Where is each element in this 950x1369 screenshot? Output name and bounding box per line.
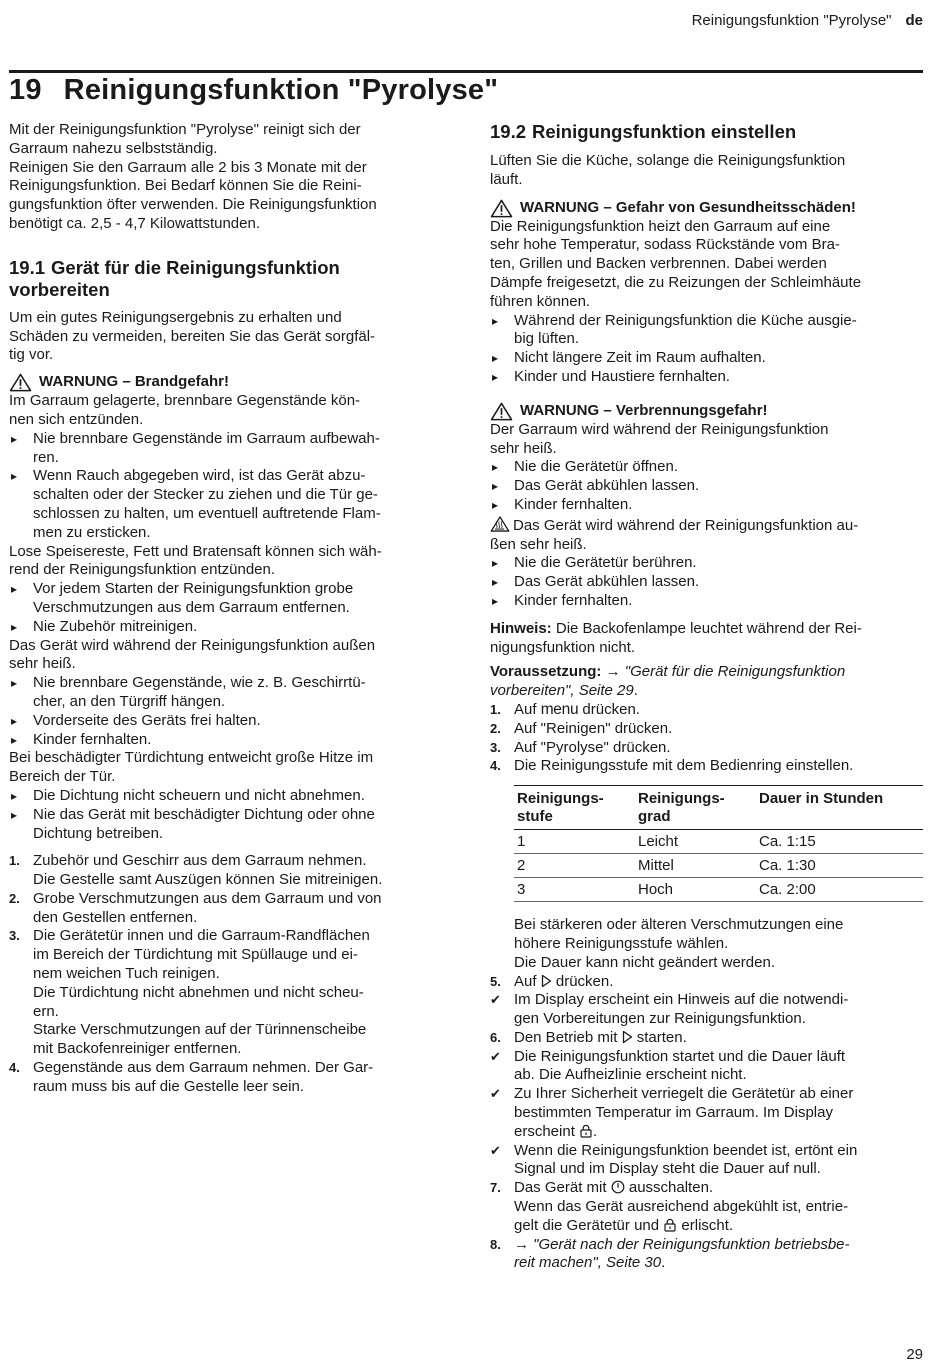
power-icon	[611, 1180, 625, 1194]
warning-text: Die Reinigungsfunktion heizt den Garraum auf eine sehr hohe Temperatur, sodass Rückstände vom Bra- ten, Grillen und Backen verbrennen. Dabei werden Dämpfe freigesetzt, die zu Reizungen der Schleimhäute führen können.	[490, 217, 862, 310]
section-heading-19-1: 19.1 Gerät für die Reinigungsfunktion vorbereiten	[9, 256, 340, 300]
setting-steps-continued	[490, 973, 923, 992]
lock-icon	[663, 1218, 677, 1232]
table-row: 3 Hoch Ca. 2:00	[514, 878, 923, 902]
list-item: ▸ Kinder fernhalten.	[490, 496, 923, 515]
list-item: ▸ Nie Zubehör mitreinigen.	[9, 618, 445, 637]
warning-list	[9, 674, 445, 749]
step-item: 6. Den Betrieb mit starten.	[490, 1028, 687, 1046]
result-item: ✔ Wenn die Reinigungsfunktion beendet ist, ertönt ein Signal und im Display steht die Dauer auf null.	[490, 1141, 858, 1178]
menu-key: menu	[540, 700, 579, 718]
warning-list	[9, 580, 445, 636]
step-item: 1. Zubehör und Geschirr aus dem Garraum nehmen. Die Gestelle samt Auszügen können Sie mitreinigen.	[9, 852, 383, 889]
table-header-cell: Reinigungs- stufe	[514, 786, 635, 830]
start-play-icon	[541, 974, 552, 988]
chapter-title-text: Reinigungsfunktion "Pyrolyse"	[63, 74, 499, 106]
setting-steps	[490, 701, 923, 776]
warning-health-title: WARNUNG – Gefahr von Gesundheitsschäden!	[490, 199, 923, 218]
warning-text: Der Garraum wird während der Reinigungsfunktion sehr heiß.	[490, 420, 829, 457]
checkmark-icon: ✔	[490, 1048, 501, 1064]
list-item: ▸ Vorderseite des Geräts frei halten.	[9, 712, 445, 731]
list-item: ▸ Während der Reinigungsfunktion die Küche ausgie- big lüften.	[490, 312, 923, 350]
list-item: ▸ Nie brennbare Gegenstände im Garraum aufbewah- ren.	[9, 430, 445, 468]
table-header-cell: Dauer in Stunden	[756, 786, 923, 830]
right-column	[490, 121, 923, 1273]
checkmark-icon: ✔	[490, 992, 501, 1008]
running-header	[692, 12, 923, 29]
table-header-row	[514, 786, 923, 830]
list-item: ▸ Nie das Gerät mit beschädigter Dichtung oder ohne Dichtung betreiben.	[9, 806, 445, 844]
result-item: ✔ Zu Ihrer Sicherheit verriegelt die Gerätetür ab einer bestimmten Temperatur im Garraum. Im Display erscheint .	[490, 1085, 854, 1140]
list-item: ▸ Das Gerät abkühlen lassen.	[490, 477, 923, 496]
table-row: 1 Leicht Ca. 1:15	[514, 830, 923, 854]
warning-burn-title: WARNUNG – Verbrennungsgefahr!	[490, 402, 923, 421]
preparation-steps	[9, 852, 445, 1096]
list-item: ▸ Die Dichtung nicht scheuern und nicht abnehmen.	[9, 787, 445, 806]
setting-steps-continued	[490, 1179, 923, 1273]
table-row: 2 Mittel Ca. 1:30	[514, 854, 923, 878]
section-heading-19-2: 19.2 Reinigungsfunktion einstellen	[490, 121, 797, 142]
step-item: 5. Auf drücken.	[490, 972, 614, 990]
warning-triangle-icon	[9, 373, 32, 392]
intro-paragraph: Mit der Reinigungsfunktion "Pyrolyse" reinigt sich der Garraum nahezu selbstständig. Reinigen Sie den Garraum alle 2 bis 3 Monate mit der Reinigungsfunktion. Bei Bedarf können Sie die Reini- gungsfunktion öfter verwenden. Die Reinigungsfunktion benötigt ca. 2,5 - 4,7 Kilowattstunden.	[9, 121, 377, 232]
step-item: 4. Gegenstände aus dem Garraum nehmen. Der Gar- raum muss bis auf die Gestelle leer sein.	[9, 1059, 374, 1095]
step-item: 7. Das Gerät mit ausschalten. Wenn das Gerät ausreichend abgekühlt ist, entrie- gelt die Gerätetür und erlischt.	[490, 1179, 849, 1234]
running-title: Reinigungsfunktion "Pyrolyse"	[691, 12, 892, 29]
step-item: 2. Auf "Reinigen" drücken.	[490, 719, 673, 737]
list-item: ▸ Kinder und Haustiere fernhalten.	[490, 368, 923, 387]
warning-list	[490, 312, 923, 387]
left-column	[9, 121, 445, 1097]
chapter-title	[9, 74, 498, 107]
hot-surface-icon	[490, 515, 510, 533]
warning-list	[9, 787, 445, 843]
checkmark-icon: ✔	[490, 1142, 501, 1158]
list-item: ▸ Kinder fernhalten.	[9, 731, 445, 750]
warning-text: Das Gerät wird während der Reinigungsfunktion außen sehr heiß.	[9, 636, 376, 673]
prerequisite: Voraussetzung: → "Gerät für die Reinigungsfunktion vorbereiten", Seite 29.	[490, 663, 846, 700]
result-list	[490, 991, 923, 1029]
setting-steps-continued	[490, 1029, 923, 1048]
hint-note: Hinweis: Die Backofenlampe leuchtet während der Rei- nigungsfunktion nicht.	[490, 619, 862, 656]
chapter-number: 19	[9, 74, 42, 106]
list-item: ▸ Nicht längere Zeit im Raum aufhalten.	[490, 349, 923, 368]
step-item: 4. Die Reinigungsstufe mit dem Bedienring einstellen.	[490, 757, 854, 775]
start-play-icon	[622, 1030, 633, 1044]
section-intro: Lüften Sie die Küche, solange die Reinigungsfunktion läuft.	[490, 152, 846, 188]
page-number: 29	[906, 1346, 923, 1363]
header-rule	[9, 70, 923, 73]
warning-text: Lose Speisereste, Fett und Bratensaft können sich wäh- rend der Reinigungsfunktion entzünden.	[9, 542, 382, 579]
cleaning-levels-table	[514, 785, 923, 902]
step-item: 2. Grobe Verschmutzungen aus dem Garraum und von den Gestellen entfernen.	[9, 889, 382, 926]
list-item: ▸ Nie die Gerätetür berühren.	[490, 554, 923, 573]
list-item: ▸ Wenn Rauch abgegeben wird, ist das Gerät abzu- schalten oder der Stecker zu ziehen und die Tür ge- schlossen zu halten, um eventuell auftretende Flam- men zu ersticken.	[9, 467, 445, 542]
list-item: ▸ Nie die Gerätetür öffnen.	[490, 458, 923, 477]
result-item: ✔ Die Reinigungsfunktion startet und die Dauer läuft ab. Die Aufheizlinie erscheint nicht.	[490, 1047, 846, 1084]
list-item: ▸ Vor jedem Starten der Reinigungsfunktion grobe Verschmutzungen aus dem Garraum entfernen.	[9, 580, 445, 618]
warning-text: Im Garraum gelagerte, brennbare Gegenstände kön- nen sich entzünden.	[9, 392, 361, 428]
table-note: Bei stärkeren oder älteren Verschmutzungen eine höhere Reinigungsstufe wählen. Die Dauer kann nicht geändert werden.	[514, 916, 844, 971]
language-code: de	[905, 12, 923, 29]
step-item: 1. Auf menu drücken.	[490, 700, 640, 718]
section-intro: Um ein gutes Reinigungsergebnis zu erhalten und Schäden zu vermeiden, bereiten Sie das Gerät sorgfäl- tig vor.	[9, 308, 376, 364]
result-list	[490, 1048, 923, 1180]
list-item: ▸ Nie brennbare Gegenstände, wie z. B. Geschirrtü- cher, an den Türgriff hängen.	[9, 674, 445, 712]
lock-icon	[579, 1124, 593, 1138]
warning-fire-title: WARNUNG – Brandgefahr!	[9, 373, 445, 392]
list-item: ▸ Kinder fernhalten.	[490, 592, 923, 611]
warning-triangle-icon	[490, 199, 513, 218]
step-item: 3. Die Gerätetür innen und die Garraum-Randflächen im Bereich der Türdichtung mit Spüllauge und ei- nem weichen Tuch reinigen. Die Türdichtung nicht abnehmen und nicht scheu- ern. Starke Verschmutzungen auf der Türinnenscheibe mit Backofenreiniger entfernen.	[9, 927, 370, 1058]
warning-list	[9, 430, 445, 543]
step-item: 8. → "Gerät nach der Reinigungsfunktion betriebsbe- reit machen", Seite 30.	[490, 1235, 850, 1272]
table-header-cell: Reinigungs- grad	[635, 786, 756, 830]
result-item: ✔ Im Display erscheint ein Hinweis auf die notwendi- gen Vorbereitungen zur Reinigungsfunktion.	[490, 991, 849, 1028]
warning-list	[490, 554, 923, 610]
warning-text: Bei beschädigter Türdichtung entweicht große Hitze im Bereich der Tür.	[9, 749, 374, 786]
warning-triangle-icon	[490, 402, 513, 421]
hot-surface-text: Das Gerät wird während der Reinigungsfunktion au- ßen sehr heiß.	[490, 516, 859, 553]
step-item: 3. Auf "Pyrolyse" drücken.	[490, 738, 671, 756]
checkmark-icon: ✔	[490, 1086, 501, 1102]
warning-list	[490, 458, 923, 514]
list-item: ▸ Das Gerät abkühlen lassen.	[490, 573, 923, 592]
